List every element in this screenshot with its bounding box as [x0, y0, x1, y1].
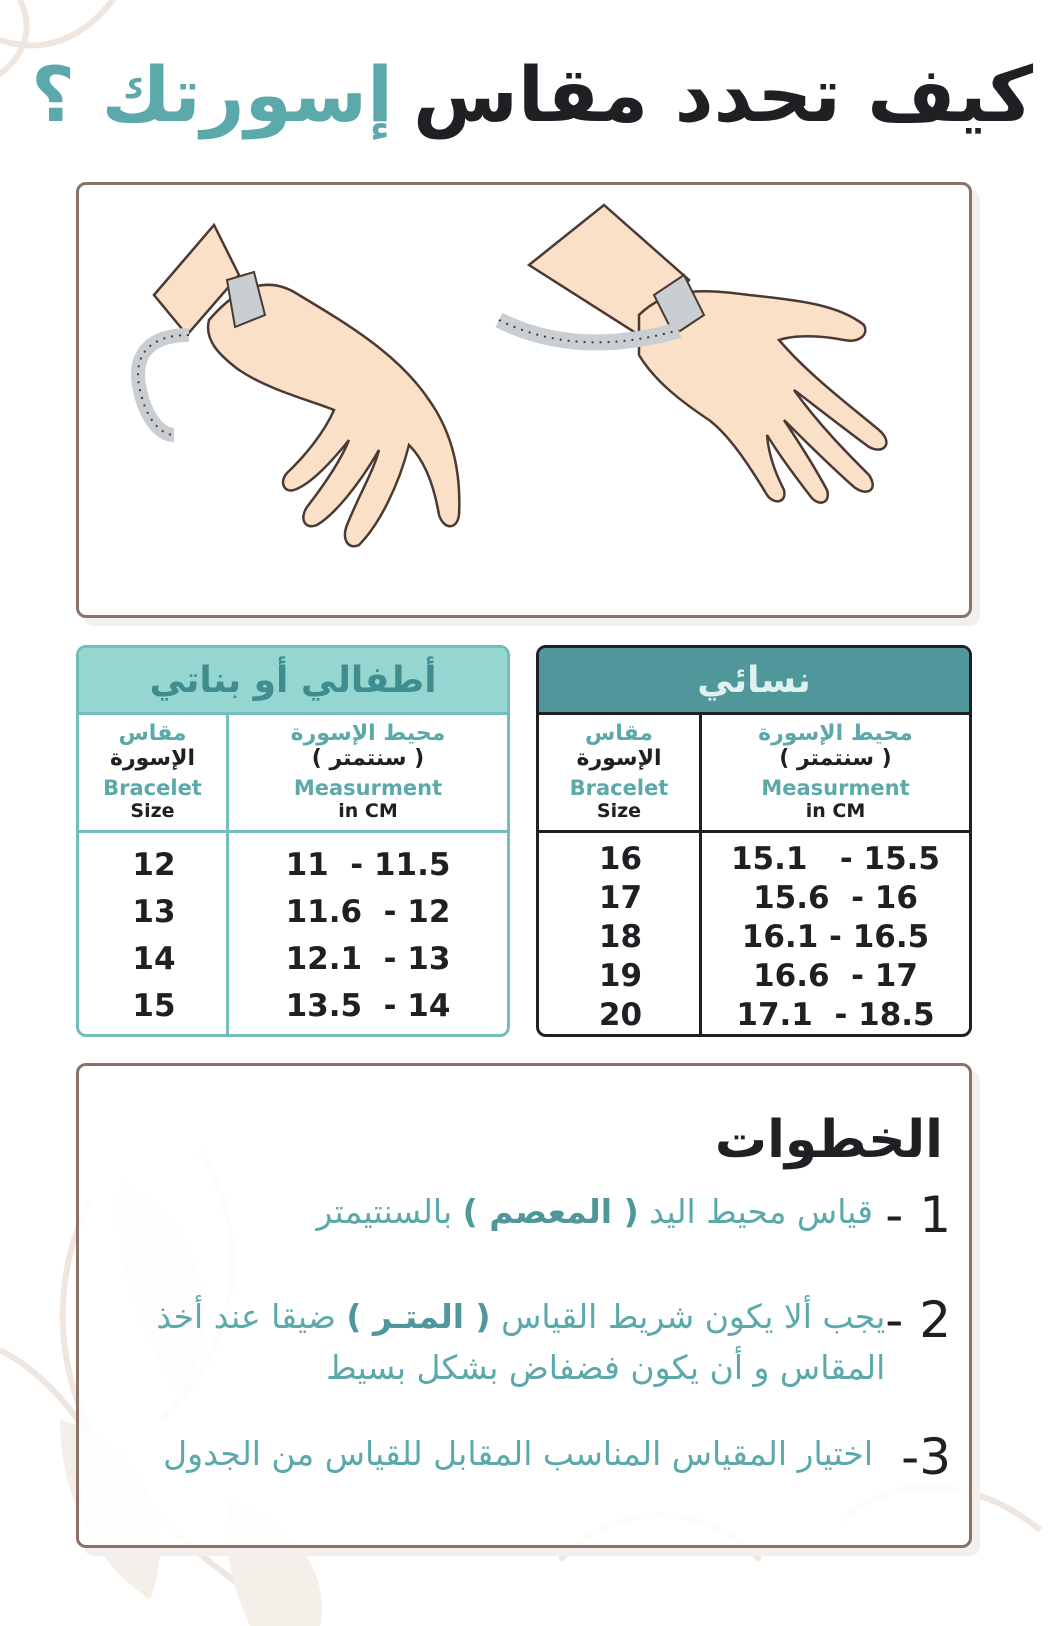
table-row — [79, 982, 507, 1029]
size-cell: 20 — [598, 996, 643, 1033]
range-cell: 13.5 - 14 — [285, 987, 451, 1024]
size-cell: 14 — [132, 940, 176, 977]
table-row — [539, 878, 969, 917]
kids-size-table — [76, 645, 510, 1037]
kids-table-body — [79, 833, 507, 1034]
hand-measuring-tape-left-icon — [138, 225, 459, 546]
step-text: قياس محيط اليد ( المعصم ) بالسنتيمتر — [316, 1192, 873, 1231]
range-cell: 15.6 - 16 — [753, 879, 918, 916]
women-column-headers — [539, 715, 969, 833]
size-cell: 12 — [132, 846, 176, 883]
size-column-header: مقاس الإسورة Bracelet Size — [79, 715, 229, 830]
measurement-column-header: محيط الإسورة ( سنتمتر ) Measurment in CM — [290, 720, 446, 823]
size-cell: 18 — [598, 918, 643, 955]
size-column-header: مقاس الإسورة Bracelet Size — [539, 715, 702, 830]
step-2 — [103, 1291, 951, 1393]
women-table-body — [539, 833, 969, 1034]
table-row — [539, 839, 969, 878]
table-row — [79, 935, 507, 982]
range-cell: 17.1 - 18.5 — [736, 996, 935, 1033]
kids-table-title: أطفالي أو بناتي — [79, 648, 507, 715]
size-cell: 19 — [598, 957, 643, 994]
table-row — [79, 841, 507, 888]
title-dark-part: كيف تحدد مقاس — [413, 50, 1034, 139]
table-row — [79, 888, 507, 935]
step-number: 3- — [901, 1428, 951, 1486]
range-cell: 16.6 - 17 — [753, 957, 918, 994]
table-row — [539, 995, 969, 1034]
title-teal-part: إسورتك ؟ — [30, 50, 394, 139]
step-text: اختيار المقياس المناسب المقابل للقياس من الجدول — [163, 1434, 873, 1473]
table-row — [539, 956, 969, 995]
range-cell: 15.1 - 15.5 — [730, 840, 940, 877]
step-number: 1 - — [885, 1186, 951, 1244]
size-cell: 15 — [132, 987, 176, 1024]
illustration-box — [76, 182, 972, 618]
women-size-table — [536, 645, 972, 1037]
kids-column-headers — [79, 715, 507, 833]
size-cell: 13 — [132, 893, 176, 930]
range-cell: 11.6 - 12 — [285, 893, 451, 930]
steps-title: الخطوات — [714, 1110, 943, 1170]
table-row — [539, 917, 969, 956]
step-1 — [103, 1186, 951, 1244]
range-cell: 16.1 - 16.5 — [741, 918, 930, 955]
measurement-column-header: محيط الإسورة ( سنتمتر ) Measurment in CM — [758, 720, 913, 823]
page-title — [0, 40, 1064, 150]
step-3 — [103, 1428, 951, 1486]
step-text: يجب ألا يكون شريط القياس ( المتـر ) ضيقا عند أخذ المقاس و أن يكون فضفاض بشكل بسيط — [156, 1297, 886, 1388]
step-number: 2 - — [885, 1291, 951, 1349]
hand-measuring-tape-right-icon — [499, 205, 886, 503]
steps-box — [76, 1063, 972, 1548]
range-cell: 12.1 - 13 — [285, 940, 451, 977]
women-table-title: نسائي — [539, 648, 969, 715]
size-cell: 17 — [598, 879, 643, 916]
size-cell: 16 — [598, 840, 643, 877]
range-cell: 11 - 11.5 — [285, 846, 451, 883]
